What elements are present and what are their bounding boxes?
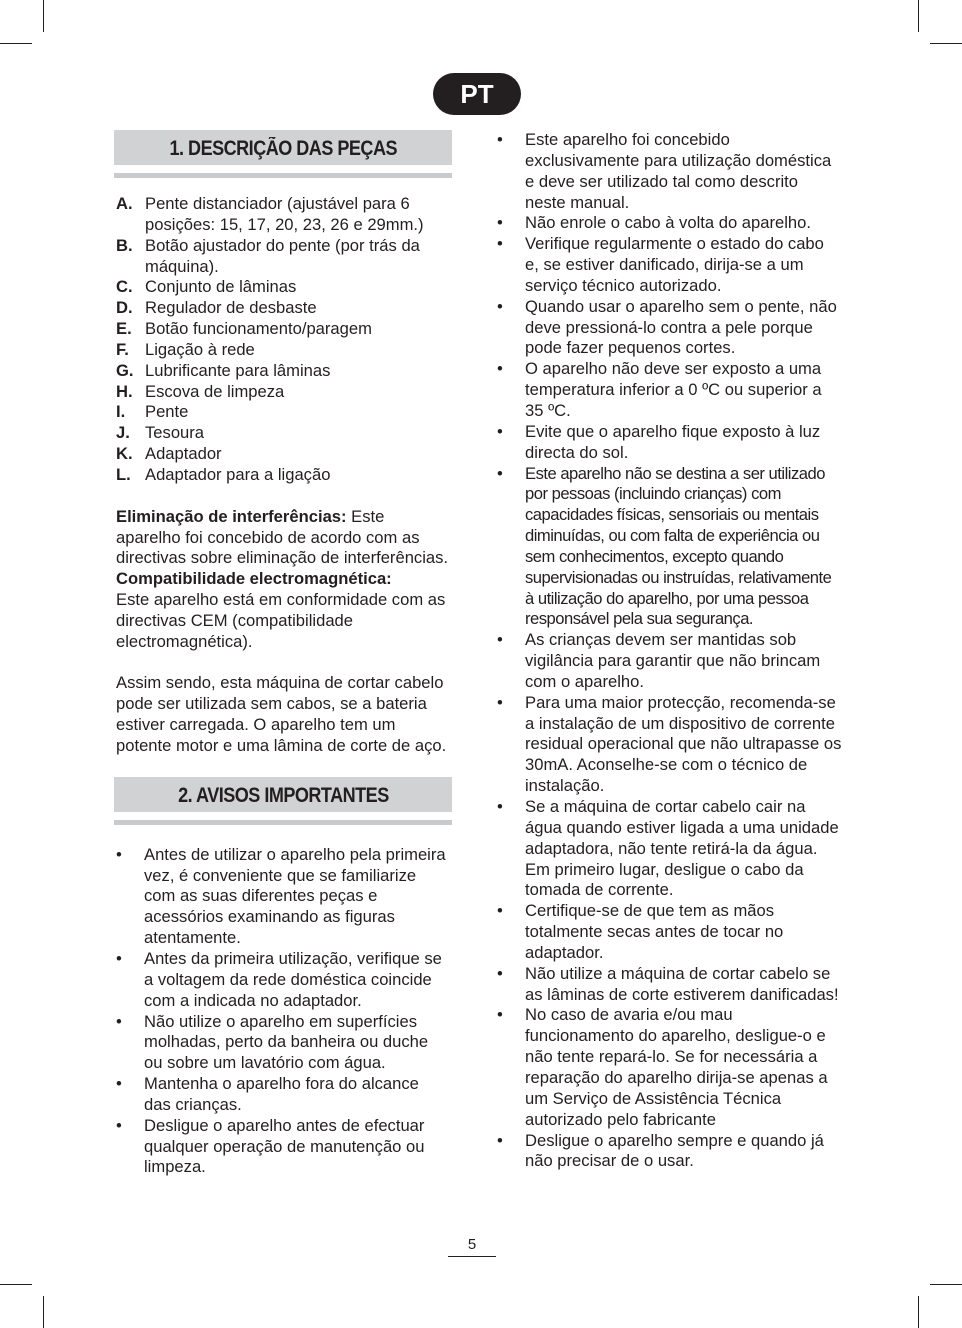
crop-mark xyxy=(0,1284,32,1285)
part-letter: I. xyxy=(116,402,126,422)
part-letter: D. xyxy=(116,298,133,318)
part-text: Adaptador para a ligação xyxy=(145,464,331,484)
list-item: • O aparelho não deve ser exposto a uma temperatura inferior a 0 ºC ou superior a 35 ºC. xyxy=(497,359,842,422)
part-letter: L. xyxy=(116,464,131,484)
list-item: • As crianças devem ser mantidas sob vigilância para garantir que não brincam com o aparelho. xyxy=(497,630,842,693)
part-letter: H. xyxy=(116,381,133,401)
part-text: Regulador de desbaste xyxy=(145,298,317,318)
section-heading-parts xyxy=(114,130,452,165)
list-item xyxy=(116,277,450,298)
part-text: Pente xyxy=(145,402,189,422)
list-item xyxy=(116,194,450,236)
list-item xyxy=(116,361,450,382)
part-letter: C. xyxy=(116,277,133,297)
part-letter: A. xyxy=(116,194,133,213)
crop-mark xyxy=(918,1296,919,1328)
part-text: Lubrificante para lâminas xyxy=(145,360,331,380)
list-item xyxy=(116,340,450,361)
part-letter: J. xyxy=(116,423,130,443)
list-item xyxy=(116,465,450,486)
list-item xyxy=(116,236,450,278)
list-item xyxy=(116,382,450,403)
list-item: • Quando usar o aparelho sem o pente, não deve pressioná-lo contra a pele porque pode fazer pequenos cortes. xyxy=(497,297,842,360)
right-column xyxy=(497,130,842,1172)
part-text: Escova de limpeza xyxy=(145,381,285,401)
emc-label xyxy=(116,569,450,590)
section-heading-warnings xyxy=(114,777,452,812)
crop-mark xyxy=(930,1284,962,1285)
part-text: Botão ajustador do pente (por trás da máquina). xyxy=(145,235,420,276)
part-letter: G. xyxy=(116,360,134,380)
left-column xyxy=(116,130,450,1178)
part-text: Conjunto de lâminas xyxy=(145,277,297,297)
crop-mark xyxy=(918,0,919,32)
list-item: • Não enrole o cabo à volta do aparelho. xyxy=(497,213,842,234)
list-item xyxy=(116,402,450,423)
part-text: Pente distanciador (ajustável para 6 posições: 15, 17, 20, 23, 26 e 29mm.) xyxy=(145,194,424,234)
list-item xyxy=(116,423,450,444)
list-item: • Este aparelho não se destina a ser utilizado por pessoas (incluindo crianças) com capacidades físicas, sensoriais ou mentais diminuídas, ou com falta de experiência ou sem conhecimentos, excepto quando supervisionadas ou instruídas, relativamente à utilização do aparelho, por uma pessoa responsável pela sua segurança. xyxy=(497,464,842,631)
emc-text: Este aparelho está em conformidade com as directivas CEM (compatibilidade electromagnética). xyxy=(116,590,446,651)
part-text: Adaptador xyxy=(145,444,222,464)
section-title: 2. AVISOS IMPORTANTES xyxy=(177,783,389,807)
crop-mark xyxy=(0,43,32,44)
list-item xyxy=(116,319,450,340)
section-title: 1. DESCRIÇÃO DAS PEÇAS xyxy=(169,137,397,160)
warnings-list-left xyxy=(116,845,450,1179)
list-item: • Não utilize a máquina de cortar cabelo se as lâminas de corte estiverem danificadas! xyxy=(497,964,842,1006)
list-item: • Evite que o aparelho fique exposto à luz directa do sol. xyxy=(497,422,842,464)
part-letter: B. xyxy=(116,235,133,255)
list-item: • Não utilize o aparelho em superfícies molhadas, perto da banheira ou duche ou sobre um lavatório com água. xyxy=(116,1012,450,1075)
list-item: • Antes da primeira utilização, verifique se a voltagem da rede doméstica coincide com a indicada no adaptador. xyxy=(116,949,450,1012)
part-letter: E. xyxy=(116,319,132,339)
page-number-rule xyxy=(448,1256,496,1257)
list-item: • Desligue o aparelho antes de efectuar qualquer operação de manutenção ou limpeza. xyxy=(116,1116,450,1179)
part-letter: F. xyxy=(116,339,129,359)
crop-mark xyxy=(930,43,962,44)
interference-paragraph xyxy=(116,507,450,570)
list-item: • Se a máquina de cortar cabelo cair na água quando estiver ligada a uma unidade adaptadora, não tente retirá-la da água. Em primeiro lugar, desligue o cabo da tomada de corrente. xyxy=(497,797,842,901)
list-item: • Este aparelho foi concebido exclusivamente para utilização doméstica e deve ser utilizado tal como descrito neste manual. xyxy=(497,130,842,213)
parts-list xyxy=(116,194,450,486)
emc-label-text: Compatibilidade electromagnética: xyxy=(116,569,392,589)
list-item: • Mantenha o aparelho fora do alcance das crianças. xyxy=(116,1074,450,1116)
list-item: • No caso de avaria e/ou mau funcionamento do aparelho, desligue-o e não tente repará-lo. Se for necessária a reparação do aparelho dirija-se apenas a um Serviço de Assistência Técnica autorizado pelo fabricante xyxy=(497,1005,842,1130)
language-badge: PT xyxy=(433,73,521,115)
list-item xyxy=(116,444,450,465)
warnings-list-right xyxy=(497,130,842,1172)
section-rule xyxy=(114,173,452,178)
crop-mark xyxy=(43,1296,44,1328)
list-item: • Antes de utilizar o aparelho pela primeira vez, é conveniente que se familiarize com as suas diferentes peças e acessórios examinando as figuras atentamente. xyxy=(116,845,450,949)
crop-mark xyxy=(43,0,44,32)
list-item: • Certifique-se de que tem as mãos totalmente secas antes de tocar no adaptador. xyxy=(497,901,842,964)
part-text: Botão funcionamento/paragem xyxy=(145,319,372,339)
interference-label: Eliminação de interferências: xyxy=(116,506,347,526)
interference-text: Este aparelho foi concebido de acordo com as directivas sobre eliminação de interferências. xyxy=(116,506,449,568)
list-item: • Verifique regularmente o estado do cabo e, se estiver danificado, dirija-se a um serviço técnico autorizado. xyxy=(497,234,842,297)
part-text: Tesoura xyxy=(145,423,205,443)
part-letter: K. xyxy=(116,444,133,464)
list-item: • Para uma maior protecção, recomenda-se a instalação de um dispositivo de corrente residual operacional que não ultrapasse os 30mA. Aconselhe-se com o técnico de instalação. xyxy=(497,693,842,797)
closing-paragraph: Assim sendo, esta máquina de cortar cabelo pode ser utilizada sem cabos, se a bateria estiver carregada. O aparelho tem um potente motor e uma lâmina de corte de aço. xyxy=(116,673,447,755)
list-item xyxy=(116,298,450,319)
list-item: • Desligue o aparelho sempre e quando já não precisar de o usar. xyxy=(497,1131,842,1173)
page-number: 5 xyxy=(467,1236,477,1253)
part-text: Ligação à rede xyxy=(145,339,255,359)
